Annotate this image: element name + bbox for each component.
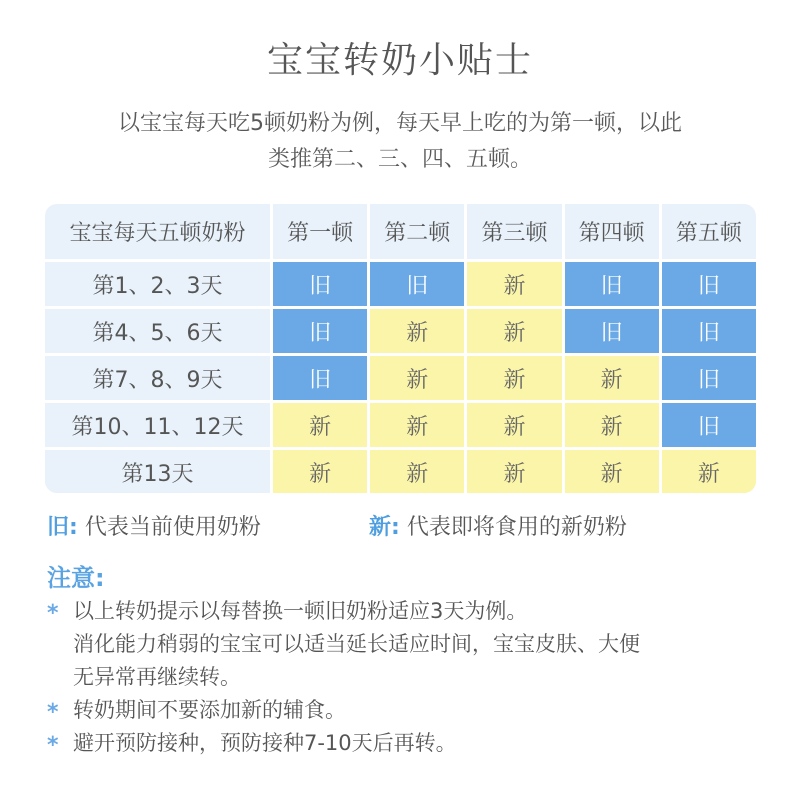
note-line: 消化能力稍弱的宝宝可以适当延长适应时间，宝宝皮肤、大便 [73,632,640,656]
table-cell: 旧 [562,262,659,309]
row-label: 第7、8、9天 [45,356,270,403]
intro-line-1: 以宝宝每天吃5顿奶粉为例，每天早上吃的为第一顿，以此 [118,111,682,136]
header-cell-meal-3: 第三顿 [464,204,561,262]
table-cell: 新 [367,450,464,493]
table-cell: 新 [464,450,561,493]
table-cell: 新 [464,309,561,356]
table-cell: 旧 [562,309,659,356]
intro-text [60,106,740,178]
asterisk-icon: * [47,733,59,758]
note-item [47,694,767,727]
table-row [45,403,756,450]
asterisk-icon: * [47,700,59,725]
legend [47,510,747,546]
table-row [45,262,756,309]
table-cell: 新 [562,450,659,493]
note-line: 无异常再继续转。 [73,665,241,689]
table-row [45,356,756,403]
notes-title: 注意: [47,564,105,592]
legend-old [47,510,261,546]
feeding-schedule-table [45,204,756,493]
page-title: 宝宝转奶小贴士 [266,40,533,81]
header-cell-meal-2: 第二顿 [367,204,464,262]
table-cell: 新 [659,450,756,493]
row-label: 第1、2、3天 [45,262,270,309]
intro-line-2: 类推第二、三、四、五顿。 [267,147,532,172]
header-cell-meal-1: 第一顿 [270,204,367,262]
note-line: 转奶期间不要添加新的辅食。 [73,698,346,722]
table-cell: 旧 [659,262,756,309]
notes-list [47,595,767,760]
note-line: 以上转奶提示以每替换一顿旧奶粉适应3天为例。 [73,599,528,623]
table-cell: 新 [464,403,561,450]
legend-new [369,510,627,546]
legend-new-key: 新: [369,515,400,540]
header-cell-label: 宝宝每天五顿奶粉 [45,204,270,262]
table-cell: 旧 [270,309,367,356]
legend-old-key: 旧: [47,515,78,540]
note-item [47,595,767,694]
table-cell: 旧 [367,262,464,309]
table-header-row [45,204,756,262]
note-item [47,727,767,760]
asterisk-icon: * [47,601,59,626]
table-row [45,309,756,356]
table-cell: 新 [367,309,464,356]
table-cell: 新 [464,356,561,403]
legend-new-text: 代表即将食用的新奶粉 [406,515,627,540]
table-cell: 新 [562,403,659,450]
table-cell: 旧 [659,403,756,450]
row-label: 第13天 [45,450,270,493]
table-cell: 新 [464,262,561,309]
row-label: 第10、11、12天 [45,403,270,450]
legend-old-text: 代表当前使用奶粉 [84,515,261,540]
table-cell: 新 [367,356,464,403]
header-cell-meal-4: 第四顿 [562,204,659,262]
table-cell: 旧 [659,309,756,356]
table-cell: 新 [270,450,367,493]
table-cell: 旧 [270,262,367,309]
table-cell: 旧 [659,356,756,403]
table-cell: 新 [367,403,464,450]
table-cell: 新 [562,356,659,403]
table-cell: 旧 [270,356,367,403]
table-row [45,450,756,493]
header-cell-meal-5: 第五顿 [659,204,756,262]
note-line: 避开预防接种，预防接种7-10天后再转。 [73,731,457,755]
table-cell: 新 [270,403,367,450]
row-label: 第4、5、6天 [45,309,270,356]
